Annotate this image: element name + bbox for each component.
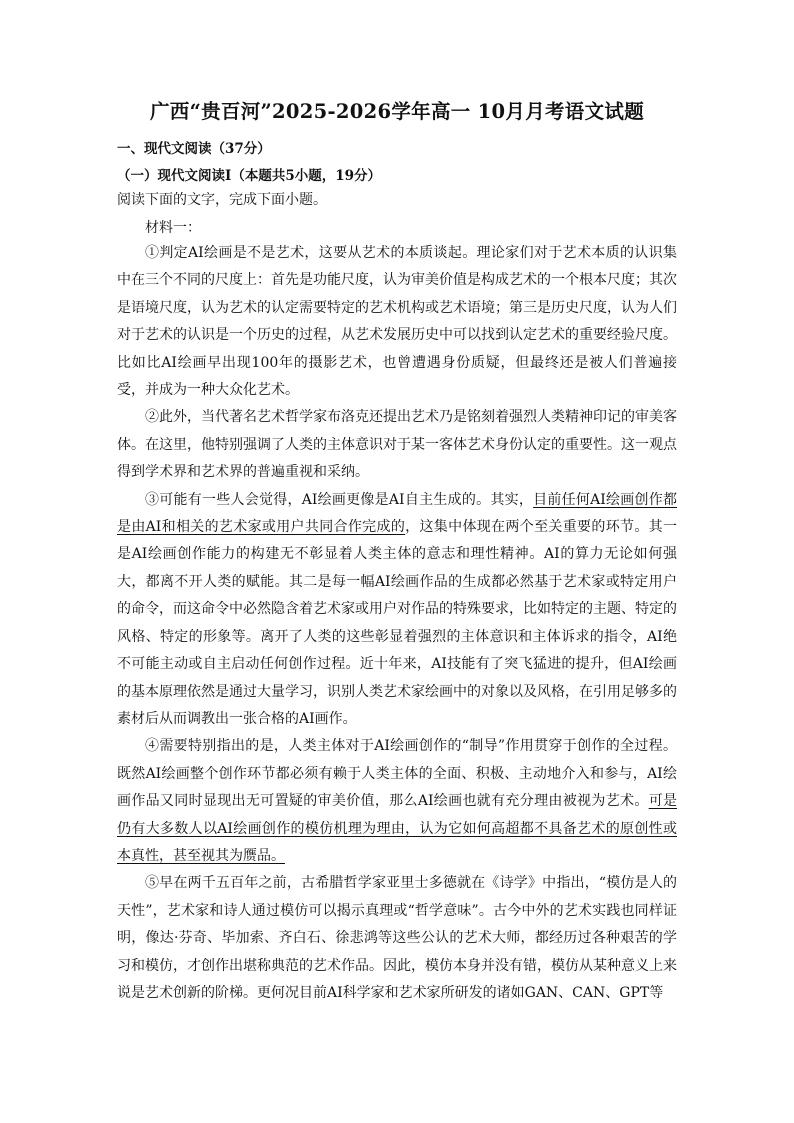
underlined-sentence-1: 目前任何AI绘画创作都是由AI和相关的艺术家或用户共同合作完成的 <box>117 491 678 536</box>
paragraph-1: ①判定AI绘画是不是艺术，这要从艺术的本质谈起。理论家们对于艺术本质的认识集中在三个不同的尺度上：首先是功能尺度，认为审美价值是构成艺术的一个根本尺度；其次是语境尺度，认为艺术的认定需要特定的艺术机构或艺术语境；第三是历史尺度，认为人们对于艺术的认识是一个历史的过程，从艺术发展历史中可以找到认定艺术的重要经验尺度。比如比AI绘画早出现100年的摄影艺术，也曾遭遇身份质疑，但最终还是被人们普遍接受，并成为一种大众化艺术。 <box>117 245 677 399</box>
section-heading: 一、现代文阅读（37分） <box>117 141 271 157</box>
underlined-sentence-2: 可是仍有大多数人以AI绘画创作的模仿机理为理由，认为它如何高超都不具备艺术的原创性或本真性，甚至视其为赝品。 <box>117 793 678 864</box>
paragraph-5: ⑤早在两千五百年之前，古希腊哲学家亚里士多德就在《诗学》中指出，“模仿是人的天性”，艺术家和诗人通过模仿可以揭示真理或“哲学意味”。古今中外的艺术实践也同样证明，像达·芬奇、毕加索、齐白石、徐悲鸿等这些公认的艺术大师，都经历过各种艰苦的学习和模仿，才创作出堪称典范的艺术作品。因此，模仿本身并没有错，模仿从某种意义上来说是艺术创新的阶梯。更何况目前AI科学家和艺术家所研发的诸如GAN、CAN、GPT等 <box>117 875 677 1001</box>
exam-title: 广西“贵百河”2025-2026学年高一 10月月考语文试题 <box>150 100 644 123</box>
subsection-heading: （一）现代文阅读Ⅰ（本题共5小题，19分） <box>117 168 381 184</box>
paragraph-4 <box>117 733 677 870</box>
paragraph-2: ②此外，当代著名艺术哲学家布洛克还提出艺术乃是铭刻着强烈人类精神印记的审美客体。在这里，他特别强调了人类的主体意识对于某一客体艺术身份认定的重要性。这一观点得到学术界和艺术界的普遍重视和采纳。 <box>117 409 677 481</box>
paragraph-3-rest: ，这集中体现在两个至关重要的环节。其一是AI绘画创作能力的构建无不彰显着人类主体的意志和理性精神。AI的算力无论如何强大，都离不开人类的赋能。其二是每一幅AI绘画作品的生成都必然基于艺术家或特定用户的命令，而这命令中必然隐含着艺术家或用户对作品的特殊要求，比如特定的主题、特定的风格、特定的形象等。离开了人类的这些彰显着强烈的主体意识和主体诉求的指令，AI绝不可能主动或自主启动任何创作过程。近十年来，AI技能有了突飞猛进的提升，但AI绘画的基本原理依然是通过大量学习，识别人类艺术家绘画中的对象以及风格，在引用足够多的素材后从而调教出一张合格的AI画作。 <box>117 519 678 727</box>
paragraph-4-lead: ④需要特别指出的是，人类主体对于AI绘画创作的“制导”作用贯穿于创作的全过程。既然AI绘画整个创作环节都必须有赖于人类主体的全面、积极、主动地介入和参与，AI绘画作品又同时显现出无可置疑的审美价值，那么AI绘画也就有充分理由被视为艺术。 <box>117 738 677 810</box>
passage-body <box>117 240 677 1007</box>
paragraph-3-lead: ③可能有一些人会觉得，AI绘画更像是AI自主生成的。其实， <box>145 491 534 508</box>
material-label: 材料一： <box>145 220 201 236</box>
reading-instruction: 阅读下面的文字，完成下面小题。 <box>117 192 327 208</box>
paragraph-3 <box>117 487 677 734</box>
